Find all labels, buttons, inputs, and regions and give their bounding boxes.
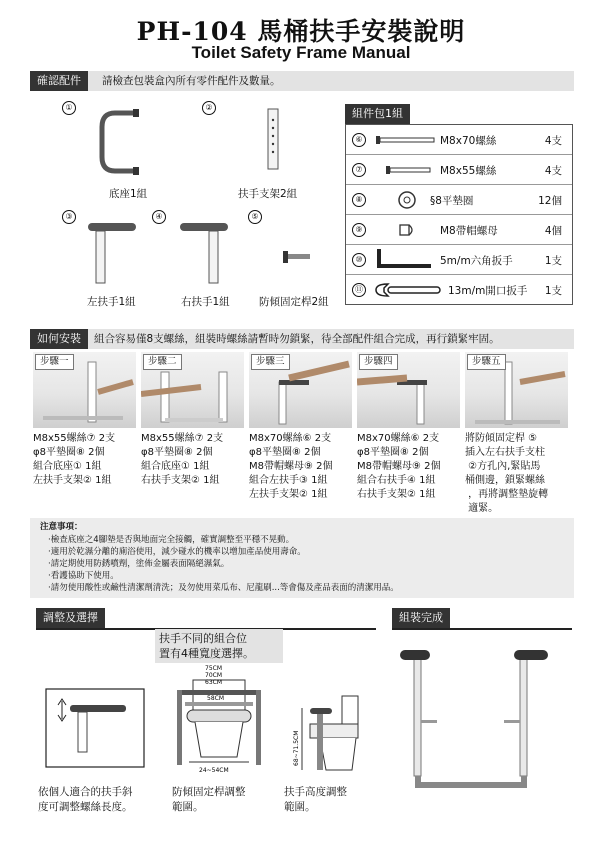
note-item: ‧看護協助下使用。 [48, 571, 119, 581]
width-label: 70CM [205, 672, 223, 679]
part-label: 左扶手1組 [87, 296, 136, 308]
part-label: 防傾固定桿2組 [259, 296, 329, 308]
kit-row-name: M8x70螺絲 [440, 135, 497, 147]
height-label: 68~71.5CM [293, 730, 300, 766]
kit-row-name: §8平墊圈 [430, 195, 474, 207]
parts-illustration [30, 95, 350, 315]
width-callout: 扶手不同的組合位 置有4種寬度選擇。 [155, 629, 283, 663]
note-item: ‧請勿使用酸性或鹼性清潔劑清洗；及勿使用菜瓜布、尼龍刷...等會傷及產品表面的清潔用品。 [48, 583, 399, 593]
washer-icon [397, 190, 417, 210]
width-diagram [165, 662, 275, 777]
kit-row-name: M8x55螺絲 [440, 165, 497, 177]
step-label: 步驟三 [251, 354, 290, 370]
step-photo [141, 352, 244, 428]
width-label: 63CM [205, 679, 223, 686]
base-frame-drawing [102, 113, 138, 171]
kit-row-qty: 4支 [544, 135, 562, 147]
part-label: 右扶手1組 [181, 296, 230, 308]
kit-row-qty: 12個 [538, 195, 562, 207]
kit-row-qty: 1支 [544, 285, 562, 297]
kit-row [346, 125, 572, 155]
assembled-frame-image [392, 640, 572, 790]
part-label: 扶手支架2組 [238, 188, 298, 200]
install-tag: 如何安裝 [30, 329, 88, 349]
confirm-text: 請檢查包裝盒內所有零件配件及數量。 [102, 75, 281, 87]
kit-row [346, 155, 572, 185]
left-armrest-drawing [88, 223, 136, 231]
part-number: ② [202, 101, 216, 115]
step-photo [465, 352, 568, 428]
kit-row-number: ⑪ [352, 283, 366, 297]
kit-row [346, 215, 572, 245]
install-text: 組合容易僅8支螺絲，組裝時螺絲請暫時勿鎖緊，待全部配件組合完成，再行鎖緊牢固。 [94, 333, 500, 345]
kit-table [345, 124, 573, 305]
notes-title: 注意事項： [40, 522, 83, 532]
step-text: M8x70螺絲⑥ 2支 φ8平墊圈⑧ 2個 M8帶帽螺母⑨ 2個 組合右扶手④ 1組 右扶手支架② 1組 [357, 433, 441, 500]
kit-row-number: ⑩ [352, 253, 366, 267]
kit-title: 組件包1組 [345, 104, 410, 124]
note-item: ‧檢查底座之4腳墊是否與地面完全接觸，確實調整至平穩不晃動。 [48, 535, 295, 545]
range-label: 24~54CM [199, 767, 229, 774]
done-divider [392, 628, 572, 630]
part-number: ③ [62, 210, 76, 224]
hex-key-icon [376, 248, 436, 270]
width-label: 58CM [207, 695, 225, 702]
part-number: ④ [152, 210, 166, 224]
step-text: 將防傾固定桿 ⑤ 插入左右扶手支柱 ②方孔內,緊貼馬 桶側邊，鎖緊螺絲 ，再將調整墊旋轉 適緊。 [465, 433, 549, 514]
tilt-diagram [40, 683, 150, 773]
kit-row-qty: 4支 [544, 165, 562, 177]
kit-row-name: M8帶帽螺母 [440, 225, 498, 237]
bolt-m8x55-icon [386, 164, 436, 176]
adjust-caption: 依個人適合的扶手斜 度可調整螺絲長度。 [38, 786, 133, 813]
adjust-tag: 調整及選擇 [36, 608, 105, 628]
part-label: 底座1組 [109, 188, 148, 200]
note-item: ‧適用於乾濕分離的廁浴使用，減少碰水的機率以增加產品使用壽命。 [48, 547, 306, 557]
cap-nut-icon [398, 222, 416, 238]
step-label: 步驟一 [35, 354, 74, 370]
part-number: ① [62, 101, 76, 115]
step-photo [33, 352, 136, 428]
right-armrest-drawing [180, 223, 228, 231]
step-label: 步驟二 [143, 354, 182, 370]
kit-row [346, 245, 572, 275]
support-post-drawing [268, 109, 278, 169]
notes-box [30, 518, 574, 598]
kit-row-qty: 1支 [544, 255, 562, 267]
step-text: M8x55螺絲⑦ 2支 φ8平墊圈⑧ 2個 組合底座① 1組 左扶手支架② 1組 [33, 433, 116, 486]
adjust-caption: 防傾固定桿調整 範圍。 [172, 786, 246, 813]
confirm-bar [30, 71, 574, 91]
part-number: ⑤ [248, 210, 262, 224]
kit-row-qty: 4個 [544, 225, 562, 237]
step-label: 步驟四 [359, 354, 398, 370]
kit-row [346, 185, 572, 215]
kit-row-number: ⑧ [352, 193, 366, 207]
step-photo [249, 352, 352, 428]
step-text: M8x55螺絲⑦ 2支 φ8平墊圈⑧ 2個 組合底座① 1組 右扶手支架② 1組 [141, 433, 224, 486]
install-bar [30, 329, 574, 349]
step-photo [357, 352, 460, 428]
adjust-caption: 扶手高度調整 範圍。 [284, 786, 347, 813]
confirm-tag: 確認配件 [30, 71, 88, 91]
kit-row-number: ⑦ [352, 163, 366, 177]
bolt-m8x70-icon [376, 134, 436, 146]
step-text: M8x70螺絲⑥ 2支 φ8平墊圈⑧ 2個 M8帶帽螺母⑨ 2個 組合左扶手③ 1組 左扶手支架② 1組 [249, 433, 333, 500]
page-subtitle: Toilet Safety Frame Manual [191, 43, 411, 62]
kit-row-number: ⑨ [352, 223, 366, 237]
page-title: PH-104 馬桶扶手安裝說明 [136, 17, 466, 46]
height-diagram [280, 686, 370, 776]
kit-row-name: 13m/m開口扳手 [448, 285, 528, 297]
anti-tilt-bar-drawing [283, 251, 288, 263]
kit-row-number: ⑥ [352, 133, 366, 147]
kit-row-name: 5m/m六角扳手 [440, 255, 513, 267]
done-tag: 組裝完成 [392, 608, 450, 628]
step-label: 步驟五 [467, 354, 506, 370]
open-wrench-icon [374, 281, 444, 299]
note-item: ‧請定期使用防銹噴劑，塗佈金屬表面隔絕濕氣。 [48, 559, 230, 569]
width-label: 75CM [205, 665, 223, 672]
kit-row [346, 275, 572, 304]
